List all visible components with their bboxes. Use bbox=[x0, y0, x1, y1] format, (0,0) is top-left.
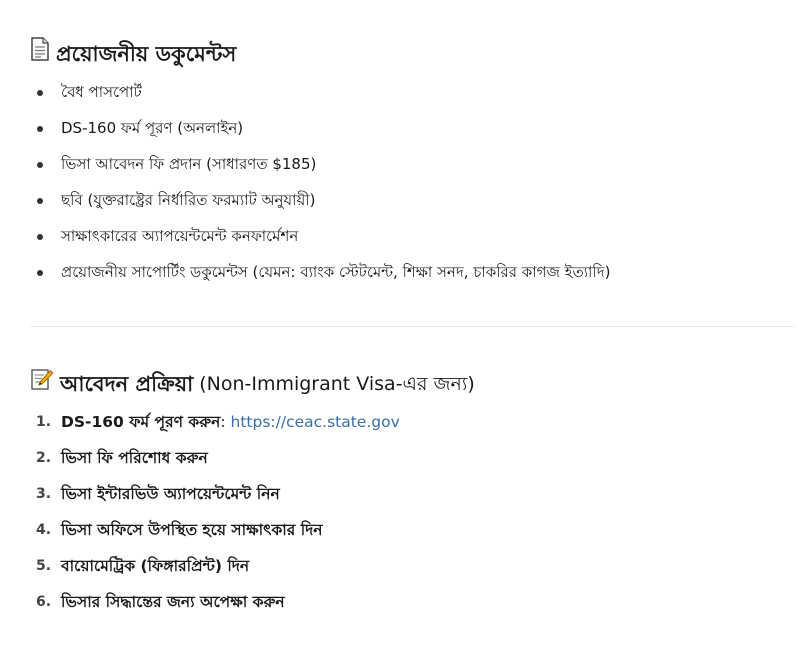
memo-pencil-icon bbox=[30, 366, 54, 402]
list-item-text: সাক্ষাৎকারের অ্যাপয়েন্টমেন্ট কনফার্মেশন bbox=[61, 227, 299, 245]
process-title: আবেদন প্রক্রিয়া bbox=[60, 372, 194, 396]
list-item bbox=[30, 218, 795, 254]
bullet-icon bbox=[37, 90, 43, 96]
documents-heading bbox=[30, 36, 795, 72]
documents-list bbox=[30, 74, 795, 290]
bullet-icon bbox=[37, 126, 43, 132]
list-item-text: ভিসা আবেদন ফি প্রদান (সাধারণত $185) bbox=[61, 155, 317, 173]
bullet-icon bbox=[37, 234, 43, 240]
list-item bbox=[30, 404, 795, 440]
step-text: বায়োমেট্রিক (ফিঙ্গারপ্রিন্ট) দিন bbox=[61, 557, 250, 575]
step-number: 2. bbox=[36, 450, 52, 466]
process-subtitle: (Non-Immigrant Visa-এর জন্য) bbox=[199, 373, 475, 395]
list-item bbox=[30, 548, 795, 584]
list-item bbox=[30, 182, 795, 218]
page-document-icon bbox=[30, 36, 50, 72]
list-item-text: ছবি (যুক্তরাষ্ট্রের নির্ধারিত ফরম্যাট অনুযায়ী) bbox=[61, 191, 316, 209]
list-item bbox=[30, 440, 795, 476]
step-text: ভিসা ফি পরিশোধ করুন bbox=[61, 449, 208, 467]
step-colon: : bbox=[220, 413, 231, 431]
list-item bbox=[30, 512, 795, 548]
bullet-icon bbox=[37, 162, 43, 168]
list-item-text: বৈধ পাসপোর্ট bbox=[61, 83, 142, 101]
step-number: 5. bbox=[36, 558, 52, 574]
step-text: DS-160 ফর্ম পূরণ করুন bbox=[61, 413, 221, 431]
step-number: 6. bbox=[36, 594, 52, 610]
list-item-text: প্রয়োজনীয় সাপোর্টিং ডকুমেন্টস (যেমন: ব্যাংক স্টেটমেন্ট, শিক্ষা সনদ, চাকরির কাগজ ইত্যাদি) bbox=[61, 263, 611, 281]
list-item bbox=[30, 476, 795, 512]
step-text: ভিসা ইন্টারভিউ অ্যাপয়েন্টমেন্ট নিন bbox=[61, 485, 280, 503]
step-number: 4. bbox=[36, 522, 52, 538]
list-item bbox=[30, 146, 795, 182]
bullet-icon bbox=[37, 198, 43, 204]
step-text: ভিসার সিদ্ধান্তের জন্য অপেক্ষা করুন bbox=[61, 593, 285, 611]
documents-section bbox=[30, 36, 795, 290]
documents-title: প্রয়োজনীয় ডকুমেন্টস bbox=[56, 42, 237, 66]
process-steps-list bbox=[30, 404, 795, 620]
list-item-text: DS-160 ফর্ম পূরণ (অনলাইন) bbox=[61, 119, 244, 137]
ceac-link[interactable]: https://ceac.state.gov bbox=[230, 413, 400, 431]
step-number: 3. bbox=[36, 486, 52, 502]
list-item bbox=[30, 584, 795, 620]
section-divider bbox=[30, 326, 795, 327]
process-heading bbox=[30, 366, 795, 402]
process-section bbox=[30, 366, 795, 620]
step-text: ভিসা অফিসে উপস্থিত হয়ে সাক্ষাৎকার দিন bbox=[61, 521, 323, 539]
bullet-icon bbox=[37, 270, 43, 276]
step-number: 1. bbox=[36, 414, 52, 430]
list-item bbox=[30, 110, 795, 146]
list-item bbox=[30, 254, 795, 290]
list-item bbox=[30, 74, 795, 110]
